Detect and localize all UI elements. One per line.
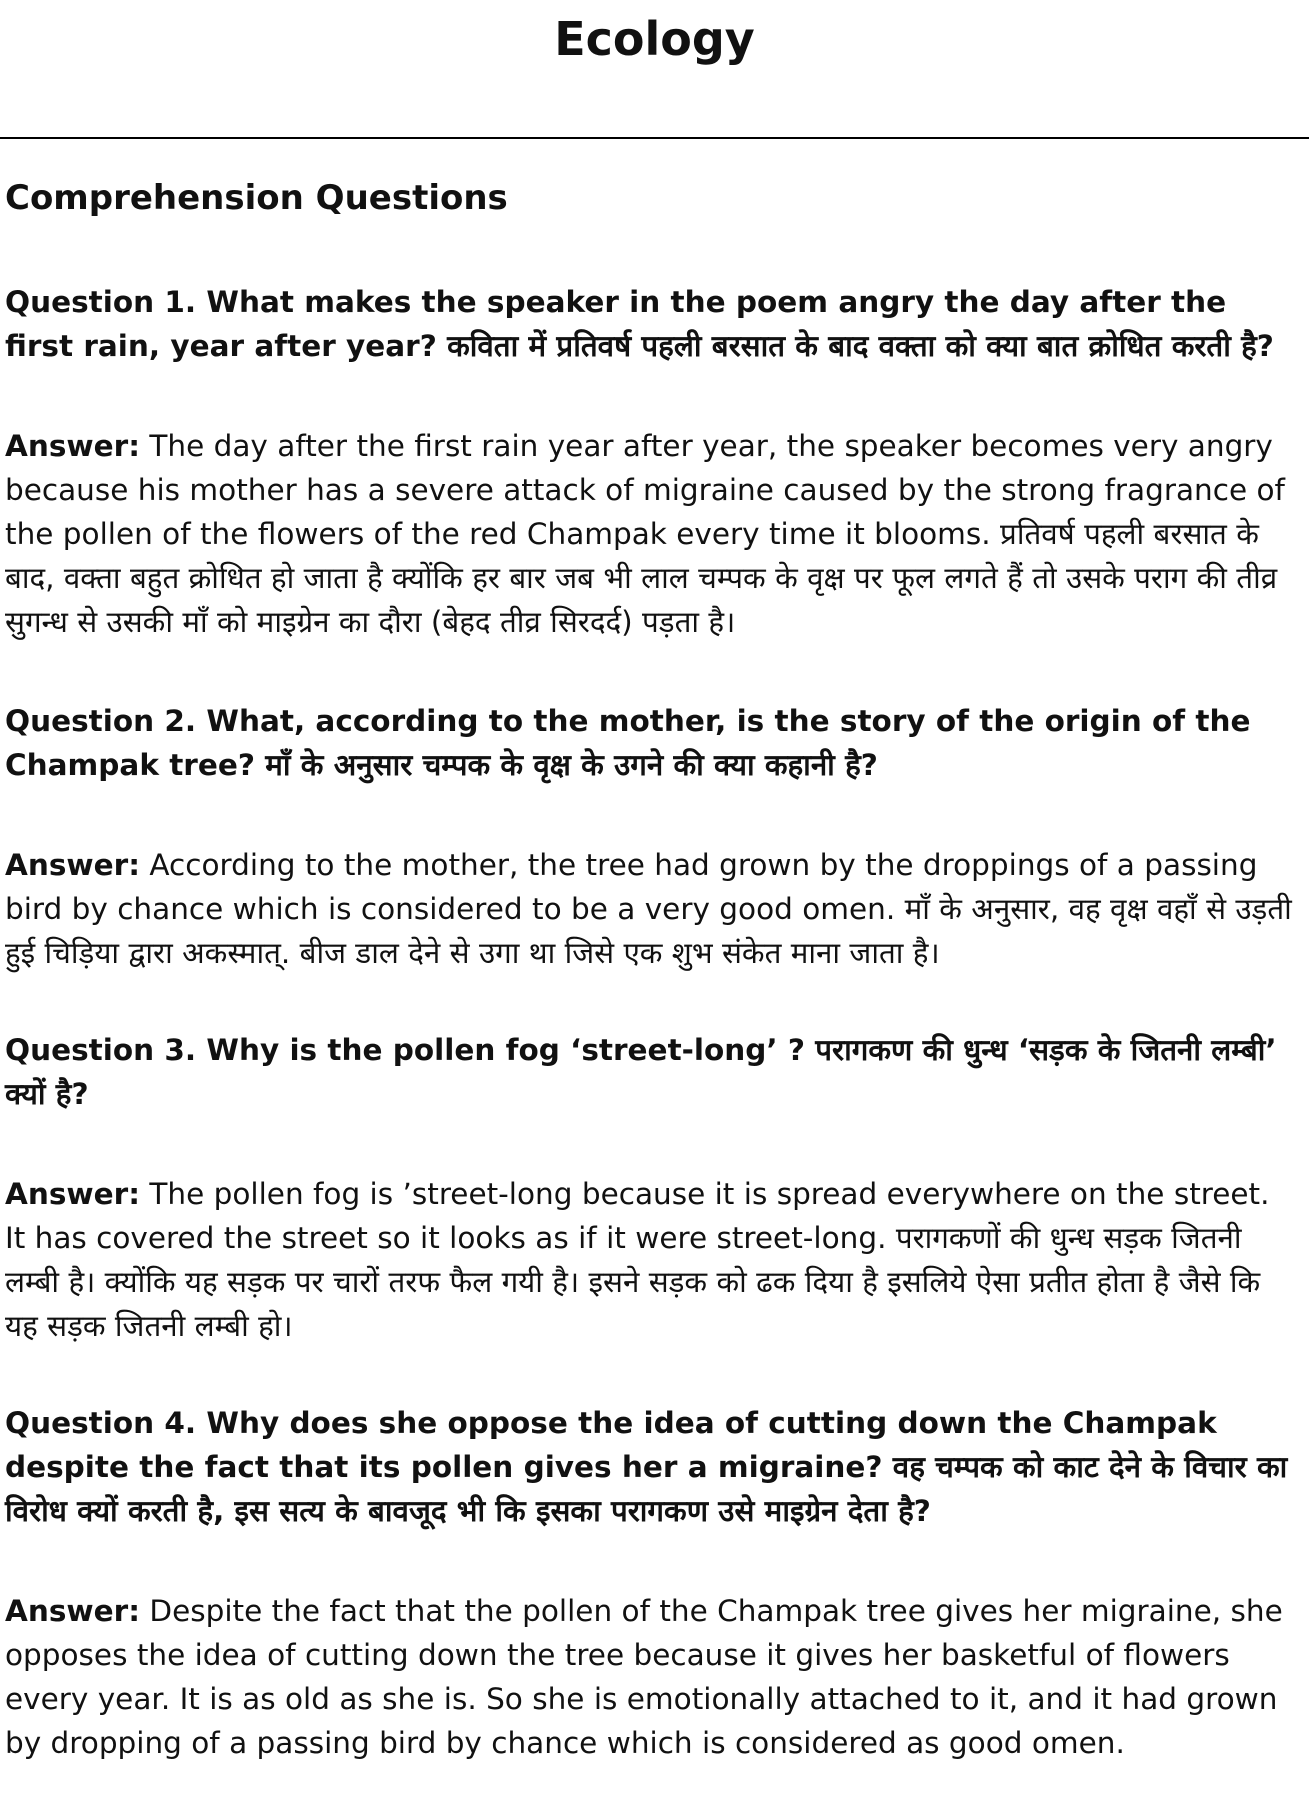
answer-paragraph <box>5 1589 1295 1765</box>
answer-text: The pollen fog is ’street-long because it is spread everywhere on the street. It has covered the street so it looks as if it were street-long. परागकणों की धुन्ध सड़क जितनी लम्बी है। क्योंकि यह सड़क पर चारों तरफ फैल गयी है। इसने सड़क को ढक दिया है इसलिये ऐसा प्रतीत होता है जैसे कि यह सड़क जितनी लम्बी हो। <box>5 1177 1270 1343</box>
qa-block <box>5 280 1295 644</box>
answer-paragraph <box>5 1172 1295 1348</box>
answer-label: Answer: <box>5 1594 140 1628</box>
answer-paragraph <box>5 424 1295 644</box>
title-divider <box>0 137 1309 139</box>
question-text: Question 1. What makes the speaker in the poem angry the day after the first rain, year after year? कविता में प्रतिवर्ष पहली बरसात के बाद वक्ता को क्या बात क्रोधित करती है? <box>5 285 1274 363</box>
question-text: Question 4. Why does she oppose the idea of cutting down the Champak despite the fact that its pollen gives her a migraine? वह चम्पक को काट देने के विचार का विरोध क्यों करती है, इस सत्य के बावजूद भी कि इसका परागकण उसे माइग्रेन देता है? <box>5 1406 1288 1528</box>
answer-paragraph <box>5 843 1295 975</box>
answer-text: Despite the fact that the pollen of the Champak tree gives her migraine, she opposes the idea of cutting down the tree because it gives her basketful of flowers every year. It is as old as she is. So she is emotionally attached to it, and it had grown by dropping of a passing bird by chance which is considered as good omen. <box>5 1594 1283 1760</box>
answer-text: According to the mother, the tree had grown by the droppings of a passing bird by chance which is considered to be a very good omen. माँ के अनुसार, वह वृक्ष वहाँ से उड़ती हुई चिड़िया द्वारा अकस्मात्. बीज डाल देने से उगा था जिसे एक शुभ संकेत माना जाता है। <box>5 848 1292 970</box>
question-text: Question 2. What, according to the mother, is the story of the origin of the Champak tree? माँ के अनुसार चम्पक के वृक्ष के उगने की क्या कहानी है? <box>5 704 1251 782</box>
answer-label: Answer: <box>5 1177 140 1211</box>
qa-block <box>5 1401 1295 1765</box>
answer-text: The day after the first rain year after year, the speaker becomes very angry because his mother has a severe attack of migraine caused by the strong fragrance of the pollen of the flowers of the red Champak every time it blooms. प्रतिवर्ष पहली बरसात के बाद, वक्ता बहुत क्रोधित हो जाता है क्योंकि हर बार जब भी लाल चम्पक के वृक्ष पर फूल लगते हैं तो उसके पराग की तीव्र सुगन्ध से उसकी माँ को माइग्रेन का दौरा (बेहद तीव्र सिरदर्द) पड़ता है। <box>5 429 1285 639</box>
section-heading: Comprehension Questions <box>5 178 508 218</box>
qa-block <box>5 1028 1295 1348</box>
answer-label: Answer: <box>5 429 140 463</box>
answer-label: Answer: <box>5 848 140 882</box>
page-title: Ecology <box>554 12 755 66</box>
question-text: Question 3. Why is the pollen fog ‘street-long’ ? परागकण की धुन्ध ‘सड़क के जितनी लम्बी’ क्यों है? <box>5 1033 1277 1111</box>
qa-block <box>5 699 1295 975</box>
